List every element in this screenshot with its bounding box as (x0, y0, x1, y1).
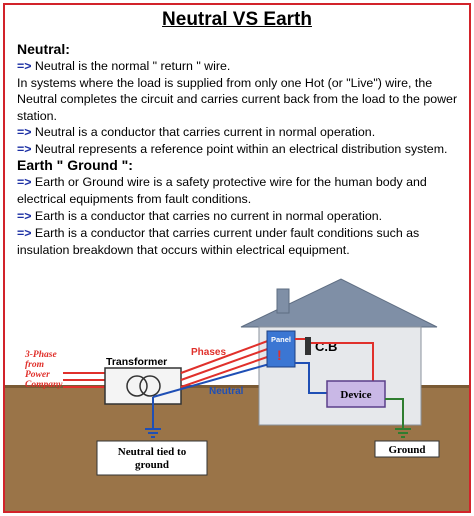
panel-label: Panel (271, 335, 292, 344)
neutral-line (17, 92, 457, 106)
earth-heading: Earth " Ground ": (17, 157, 133, 173)
source-label-line-3: Power (25, 370, 50, 380)
bullet-arrow: => (17, 175, 32, 189)
bullet-arrow: => (17, 209, 32, 223)
source-label-line-4: Company (25, 380, 63, 390)
neutral-line (17, 59, 230, 73)
transformer-box (105, 368, 181, 404)
house-roof (241, 279, 437, 327)
neutral-line (17, 76, 432, 90)
line-text: Earth is a conductor that carries no current in normal operation. (31, 209, 383, 223)
line-text: Neutral represents a reference point within an electrical distribution system. (31, 142, 448, 156)
neutral-ground-label-line-2: ground (134, 459, 170, 471)
earth-line (17, 226, 419, 240)
page-title: Neutral VS Earth (162, 9, 312, 30)
line-text: electrical equipments from fault conditions. (17, 192, 252, 206)
source-label-line-2: from (25, 360, 44, 370)
neutral-label: Neutral (209, 386, 244, 397)
neutral-ground-label-line-1: Neutral tied to (117, 446, 187, 458)
line-text: Neutral is a conductor that carries current in normal operation. (31, 125, 376, 140)
neutral-heading: Neutral: (17, 41, 70, 57)
wiring-diagram (5, 267, 469, 511)
cb-label: C.B (315, 339, 338, 354)
source-label-line-1: 3-Phase (25, 350, 57, 360)
line-text: Earth is a conductor that carries current under fault conditions such as (31, 226, 420, 240)
earth-line (17, 192, 251, 206)
house-chimney (277, 289, 289, 313)
neutral-line (17, 142, 447, 156)
bullet-arrow: => (17, 125, 32, 140)
line-text: station. (17, 108, 57, 123)
phases-label: Phases (191, 347, 227, 358)
earth-line (17, 243, 350, 257)
line-text: Neutral is the normal " return " wire. (31, 59, 231, 73)
ground-label: Ground (388, 444, 426, 456)
bullet-arrow: => (17, 59, 32, 73)
neutral-line (17, 125, 375, 139)
bullet-arrow: => (17, 142, 32, 156)
transformer-label: Transformer (106, 356, 168, 368)
earth-line (17, 175, 427, 189)
line-text: Earth or Ground wire is a safety protective wire for the human body and (31, 175, 427, 189)
panel-warning-mark: ! (277, 347, 282, 363)
infographic-frame (3, 3, 471, 513)
circuit-breaker (305, 337, 311, 355)
neutral-line (17, 109, 57, 123)
line-text: Neutral completes the circuit and carries current back from the load to the power (17, 92, 458, 107)
earth-line (17, 209, 382, 223)
line-text: insulation breakdown that occurs within electrical equipment. (17, 243, 350, 257)
device-label: Device (340, 389, 372, 401)
bullet-arrow: => (17, 226, 32, 240)
line-text: In systems where the load is supplied from only one Hot (or "Live") wire, the (17, 75, 433, 90)
